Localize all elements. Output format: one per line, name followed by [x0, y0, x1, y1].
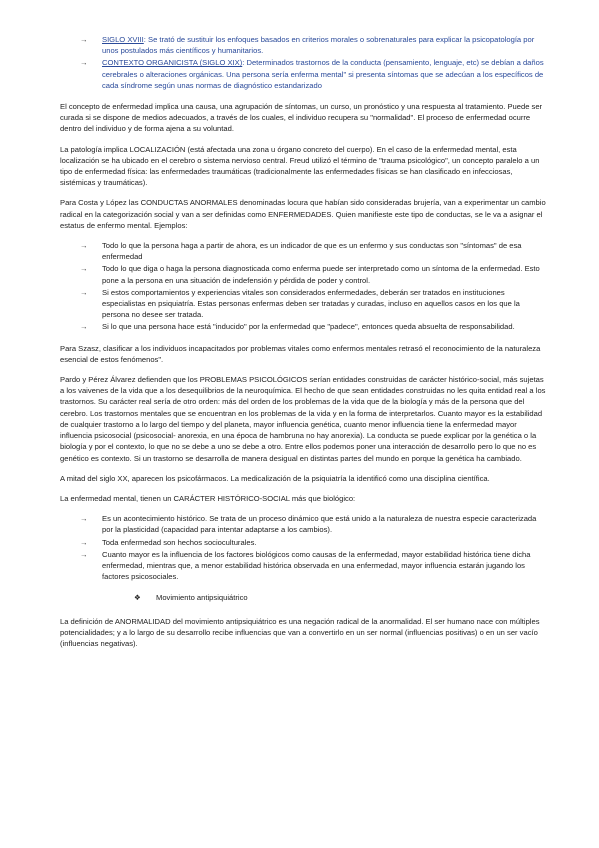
paragraph-conductas-anormales: Para Costa y López las CONDUCTAS ANORMALES denominadas locura que habían sido consideradas brujería, van a experimentar un cambio radical en la categorización social y van a ser definidas como ENFERMEDADES. Quien manifieste este tipo de conductas, se le va a asignar el estatus de enfermo mental. Ejemplos: — [60, 198, 546, 230]
list-item — [80, 57, 547, 91]
list-text: Si estos comportamientos y experiencias vitales son considerados enfermedades, deberán ser tratados en instituciones especialistas en psiquiatría. Estas personas enfermas deben ser tratadas y curadas, incluso en aquellos casos en los que la persona no desee ser tratada. — [102, 287, 520, 320]
list-text: Cuanto mayor es la influencia de los factores biológicos como causas de la enfermedad, mayor estabilidad histórica tiene dicha enfermedad, mientras que, a menor estabilidad histórica observada en una enfermedad, mayor influencia estarán jugando los factores psicosociales. — [102, 549, 531, 582]
list-item — [80, 321, 547, 332]
historical-context-list — [80, 34, 547, 91]
list-item — [80, 287, 547, 321]
arrow-icon: → — [80, 287, 88, 297]
arrow-icon: → — [80, 241, 88, 251]
historical-character-list — [80, 513, 547, 582]
arrow-icon: → — [80, 264, 88, 274]
list-text: Es un acontecimiento histórico. Se trata de un proceso dinámico que está unido a la naturaleza de nuestra especie caracterizada por la plasticidad (capacidad para intentar adaptarse a los cambios). — [102, 514, 537, 535]
paragraph-problemas-psicologicos: Pardo y Pérez Álvarez defienden que los PROBLEMAS PSICOLÓGICOS serían entidades construidas de carácter histórico-social, más sujetas a los vaivenes de la vida que a los desequilibrios de la neuroquímica. El hecho de que sean entidades construidas no les quita entidad real a los trastornos. Su carácter real sería de otro orden: más del orden de los problemas de la vida que de la biología y más de la persona que del cerebro. Los trastornos mentales que se encuentran en los problemas de la vida y en la forma de interpretarlos. Cuanto mayor es la estabilidad de cualquier trastorno a lo largo del tiempo y del planeta, mayor influencia genética, cuanto menor influencia tiene la enfermedad mayor influencia psicosocial (psicosocial- anorexia, en una época de hambruna no hay anorexia). La conducta se puede explicar por la genética o la biología y por el contexto, lo que no se debe a uno se debe a otro. Entre ellos podemos poner una interacción de desarrollo pero lo que no es genético es contexto. Si un trastorno se desarrolla de manera desigual en distintas partes del mundo en porque la genética ha cambiado. — [60, 375, 546, 463]
list-item — [80, 263, 547, 285]
section-heading — [134, 592, 547, 603]
section-heading-text: Movimiento antipsiquiátrico — [156, 593, 248, 603]
list-text: Toda enfermedad son hechos socioculturales. — [102, 537, 257, 547]
list-item — [80, 34, 547, 56]
list-text: : Determinados trastornos de la conducta (pensamiento, lenguaje, etc) se debían a daños cerebrales o alteraciones orgánicas. Una persona sería enferma mental" si presenta síntomas que se adecúan a los específicos de cada síndrome según unas normas de diagnóstico estandarizado — [102, 58, 544, 90]
paragraph-localizacion: La patología implica LOCALIZACIÓN (está afectada una zona u órgano concreto del cuerpo). En el caso de la enfermedad mental, esta localización se ha ubicado en el cerebro o sistema nervioso central. Freud utilizó el término de "trauma psicológico", un concepto paralelo a un tipo de enfermedad física: las enfermedades traumáticas (tradicionalmente las enfermedades físicas se han clasificado en infecciosas, sistémicas y traumáticas). — [60, 144, 540, 188]
examples-list — [80, 240, 547, 333]
paragraph-anormalidad: La definición de ANORMALIDAD del movimiento antipsiquiátrico es una negación radical de la anormalidad. El ser humano nace con múltiples potencialidades; y a lo largo de su desarrollo recibe influencias que van a convertirlo en un ser normal (influencias positivas) o en un ser vacío (influencias negativas). — [60, 616, 540, 648]
paragraph-szasz: Para Szasz, clasificar a los individuos incapacitados por problemas vitales como enfermos mentales retrasó el reconocimiento de la naturaleza esencial de estos fenómenos". — [60, 343, 541, 364]
list-text: Todo lo que la persona haga a partir de ahora, es un indicador de que es un enfermo y sus conductas son "síntomas" de esa enfermedad — [102, 241, 522, 262]
list-term: SIGLO XVIII — [102, 35, 144, 44]
arrow-icon: → — [80, 322, 88, 332]
arrow-icon: → — [80, 58, 88, 68]
paragraph-psicofarmacos: A mitad del siglo XX, aparecen los psicofármacos. La medicalización de la psiquiatría la identificó como una disciplina científica. — [60, 473, 490, 483]
list-item — [80, 537, 547, 548]
diamond-bullet-icon: ❖ — [134, 593, 141, 603]
list-item — [80, 240, 547, 262]
arrow-icon: → — [80, 537, 88, 547]
paragraph-caracter-historico: La enfermedad mental, tienen un CARÁCTER HISTÓRICO-SOCIAL más que biológico: — [60, 493, 356, 503]
arrow-icon: → — [80, 549, 88, 559]
list-item — [80, 513, 547, 535]
list-text: : Se trató de sustituir los enfoques basados en criterios morales o sobrenaturales para explicar la psicopatología por unos postulados más científicos y humanitarios. — [102, 35, 535, 56]
list-item — [80, 549, 547, 583]
list-term: CONTEXTO ORGANICISTA (SIGLO XIX) — [102, 58, 243, 68]
arrow-icon: → — [80, 514, 88, 524]
arrow-icon: → — [80, 35, 88, 44]
paragraph-concepto-enfermedad: El concepto de enfermedad implica una causa, una agrupación de síntomas, un curso, un pronóstico y una respuesta al tratamiento. Puede ser curada si se dispone de medios adecuados, a través de los cuales, el individuo recupera su "normalidad". El proceso de enfermedad ocurre dentro del individuo y de forma ajena a su voluntad. — [60, 102, 543, 134]
list-text: Todo lo que diga o haga la persona diagnosticada como enferma puede ser interpretado como un síntoma de la enfermedad. Esto pone a la persona en una situación de indefensión y pérdida de poder y control. — [102, 264, 540, 285]
list-text: Si lo que una persona hace está "inducido" por la enfermedad que "padece", entonces queda absuelta de responsabilidad. — [102, 322, 515, 332]
